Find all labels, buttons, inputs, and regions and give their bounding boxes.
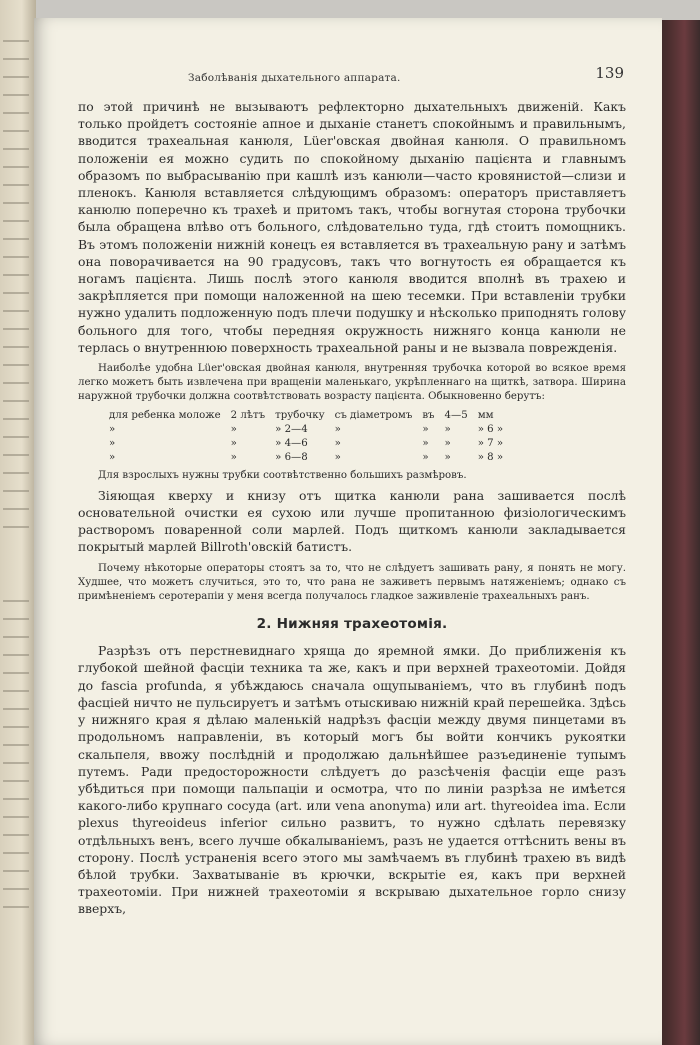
table-row: [104, 451, 508, 465]
table-cell: » 8 »: [477, 451, 504, 463]
table-cell: »: [334, 451, 341, 463]
table-cell: »: [444, 423, 451, 435]
table-row: [104, 409, 508, 423]
table-cell: »: [109, 437, 116, 449]
table-cell: »: [444, 451, 451, 463]
table-cell: для ребенка моложе: [109, 409, 221, 421]
table-cell: трубочку: [275, 409, 325, 421]
table-cell: »: [230, 437, 237, 449]
table-cell: » 6—8: [275, 451, 308, 463]
table-cell: »: [334, 423, 341, 435]
footnote-suturing: Почему нѣкоторые операторы стоятъ за то, что не слѣдуетъ зашивать рану, я понять не могу. Худшее, что можетъ случиться, это то, что рана не заживетъ первымъ натяженіемъ; однако съ примѣненіемъ серотерапіи у меня всегда получалось гладкое заживленіе трахеальныхъ ранъ.: [78, 562, 626, 603]
paragraph-intro: по этой причинѣ не вызываютъ рефлекторно дыхательныхъ движеній. Какъ только пройдетъ состояніе апное и дыханіе станетъ спокойнымъ и правильнымъ, вводится трахеальная канюля, Lüer'овская двойная канюля. О правильномъ положеніи ея можно судить по спокойному дыханію пацієнта и главнымъ образомъ по выбрасыванію при кашлѣ изъ канюли—часто кровянистой—слизи и пленокъ. Канюля вставляется слѣдующимъ образомъ: операторъ приставляетъ канюлю поперечно къ трахеѣ и притомъ такъ, чтобы вогнутая сторона трубочки была обращена влѣво отъ больного, слѣдовательно туда, гдѣ стоитъ помощникъ. Въ этомъ положеніи нижній конецъ ея вставляется въ трахеальную рану и затѣмъ она поворачивается на 90 градусовъ, такъ что вогнутость ея обращается къ ногамъ пацієнта. Лишь послѣ этого канюля вводится вполнѣ въ трахею и закрѣпляется при помощи наложенной на шею тесемки. При вставленіи трубки нужно удалить подложенную подъ плечи подушку и нѣсколько приподнять голову больного для того, чтобы передняя окружность нижняго конца канюли не терлась о внутреннюю поверхность трахеальной раны и не вызвала поврежденія.: [78, 99, 626, 355]
paragraph-lower-tracheotomy: Разрѣзъ отъ перстневиднаго хряща до яремной ямки. До приближенія къ глубокой шейной фасціи техника та же, какъ и при верхней трахеотоміи. Дойдя до fascia profunda, я убѣждаюсь сначала ощупываніемъ, что въ глубинѣ подъ фасціей ничто не пульсируетъ и затѣмъ отыскиваю нижній край перешейка. Здѣсь у нижняго края я дѣлаю маленькій надрѣзъ фасціи между двумя пинцетами въ продольномъ направленіи, въ который могъ бы войти кончикъ рукоятки скальпеля, ввожу послѣдній и продолжаю дальнѣйшее разъединеніе тупымъ путемъ. Ради предосторожности слѣдуетъ до разсѣченія фасціи еще разъ убѣдиться при помощи пальпаціи и осмотра, что по линіи разрѣза не имѣется какого-либо крупнаго сосуда (art. или vena anonyma) или art. thyreoidea ima. Если plexus thyreoideus inferior сильно развитъ, то нужно сдѣлать перевязку отдѣльныхъ венъ, всего лучше обкалываніемъ, разъ не удается оттѣснить вены въ сторону. Послѣ устраненія всего этого мы замѣчаемъ въ глубинѣ трахею въ видѣ бѣлой трубки. Захватываніе въ крючки, вскрытіе ея, какъ при верхней трахеотоміи. При нижней трахеотоміи я вскрываю дыхательное горло снизу вверхъ,: [78, 643, 626, 917]
table-cell: » 6 »: [477, 423, 504, 435]
book-page: [34, 18, 662, 1045]
table-cell: мм: [477, 409, 494, 421]
table-cell: »: [334, 437, 341, 449]
table-cell: »: [422, 423, 429, 435]
section-title: 2. Нижняя трахеотомія.: [256, 616, 448, 633]
canula-size-table: [104, 409, 508, 465]
table-row: [104, 437, 508, 451]
running-title: Заболѣванія дыхательного аппарата.: [188, 72, 401, 84]
footnote-adults: Для взрослыхъ нужны трубки соотвѣтственно большихъ размѣровъ.: [98, 469, 467, 481]
table-cell: 2 лѣтъ: [230, 409, 266, 421]
table-cell: » 7 »: [477, 437, 504, 449]
page-body: [78, 98, 626, 924]
table-cell: »: [230, 423, 237, 435]
table-cell: »: [109, 423, 116, 435]
footnote-canula: Наиболѣе удобна Lüer'овская двойная канюля, внутренняя трубочка которой во всякое время легко можетъ быть извлечена при вращеніи маленькаго, укрѣпленнаго на щиткѣ, затвора. Ширина наружной трубочки должна соотвѣтствовать возрасту пацієнта. Обыкновенно берутъ:: [78, 363, 626, 403]
table-cell: »: [422, 451, 429, 463]
table-cell: »: [444, 437, 451, 449]
left-page-edge: [0, 0, 36, 1045]
table-cell: 4—5: [444, 409, 468, 421]
table-cell: »: [230, 451, 237, 463]
page-header: [78, 64, 624, 94]
paragraph-wound-closure: Зіяющая кверху и книзу отъ щитка канюли рана зашивается послѣ основательной очистки ея сухою или лучше пропитанною физіологическимъ растворомъ поваренной соли марлей. Подъ щиткомъ канюли закладывается покрытый марлей Billroth'овскій батистъ.: [78, 487, 626, 555]
page-number: 139: [595, 64, 624, 82]
table-cell: »: [422, 437, 429, 449]
table-cell: » 4—6: [275, 437, 308, 449]
table-cell: въ: [422, 409, 435, 421]
table-cell: съ діаметромъ: [334, 409, 413, 421]
table-cell: »: [109, 451, 116, 463]
table-cell: » 2—4: [275, 423, 308, 435]
table-row: [104, 423, 508, 437]
